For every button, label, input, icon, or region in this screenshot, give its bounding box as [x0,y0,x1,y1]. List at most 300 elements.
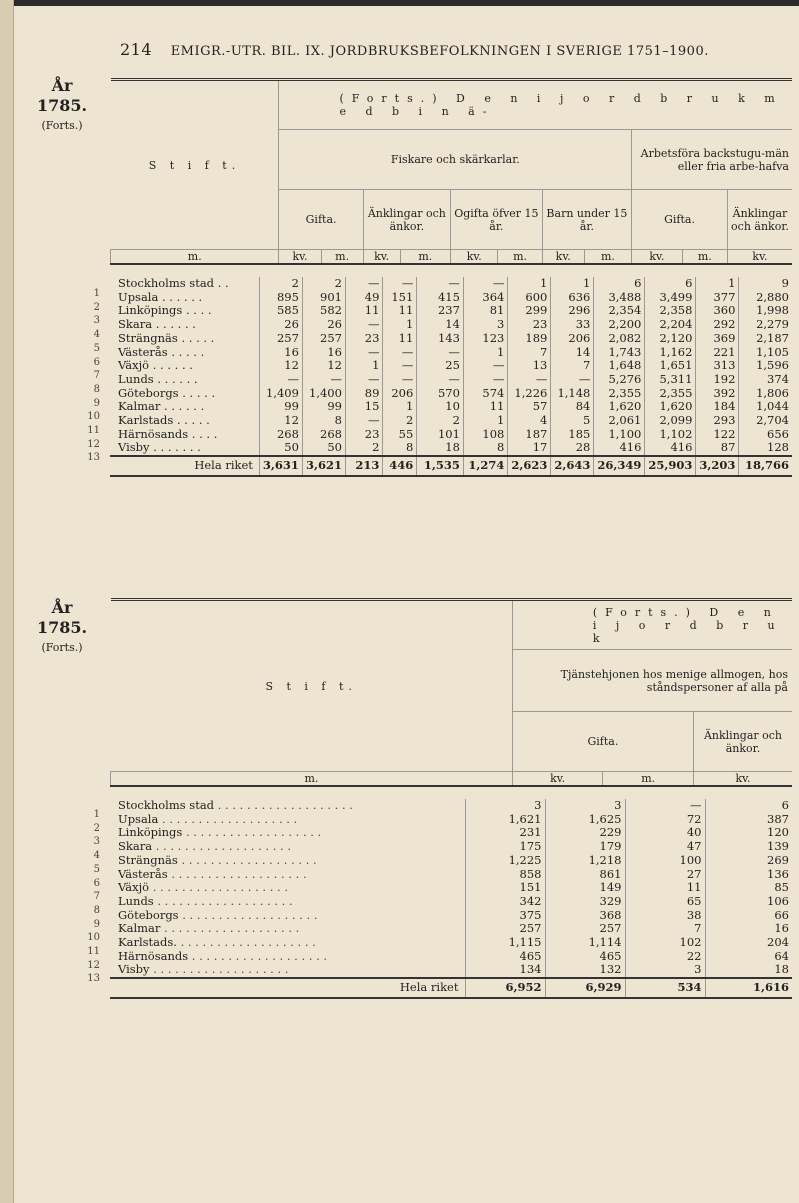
year-value: 1785. [36,618,88,637]
cell-value: 65 [625,895,705,909]
cell-value: 11 [625,881,705,895]
cell-value: 2 [417,414,464,428]
cell-value: 12 [259,414,302,428]
cell-value: 369 [696,332,739,346]
total-value: 213 [345,456,382,476]
cell-value: 40 [625,826,705,840]
table-row [110,277,792,291]
cell-value: — [463,359,507,373]
table-2-body [110,799,792,999]
cell-value: 139 [705,840,792,854]
page-top-edge [0,0,799,6]
cell-value: 2,204 [645,318,696,332]
dot-leader: . . . . . . . . . . . . . . . . . . . [167,867,307,881]
cell-value: 64 [705,950,792,964]
cell-value: 416 [645,441,696,456]
stift-label: Kalmar . . . . . . [118,399,205,414]
cell-value: — [345,346,382,360]
running-title: EMIGR.-UTR. BIL. IX. JORDBRUKSBEFOLKNINGEN I SVERIGE 1751–1900. [170,44,709,59]
row-number: 12 [87,959,100,971]
stift-name [110,936,465,950]
cell-value: 257 [302,332,345,346]
table-row [110,414,792,428]
row-number: 12 [87,438,100,450]
cell-value: 7 [625,922,705,936]
row-number: 9 [93,397,100,409]
cell-value: — [417,346,464,360]
stift-name [110,895,465,909]
dot-leader: . . . . . . . . . . . . . . . . . . . [182,826,322,840]
group-tjanstehjon: Tjänstehjonen hos menige allmogen, hos ståndspersoner af alla på [512,650,792,712]
cell-value: 6 [705,799,792,813]
subgroup-header: Änklingar och änkor. [694,712,793,772]
cell-value: 26 [259,318,302,332]
cell-value: 231 [465,826,545,840]
cell-value: 1 [551,277,594,291]
cell-value: 656 [739,428,792,442]
cell-value: 2 [259,277,302,291]
total-value: 3,631 [259,456,302,476]
stift-header-2: S t i f t. [265,679,357,693]
cell-value: 7 [551,359,594,373]
cell-value: — [417,373,464,387]
cell-value: — [259,373,302,387]
cell-value: 636 [551,291,594,305]
page-number: 214 [120,40,153,59]
cell-value: 66 [705,909,792,923]
stift-label: Strängnäs . . . . . [118,330,215,345]
row-number: 9 [93,918,100,930]
cell-value: 2 [383,414,417,428]
cell-value: — [345,373,382,387]
stift-label: Upsala . . . . . . [118,289,203,304]
total-row [110,456,792,476]
cell-value: 204 [705,936,792,950]
stift-label: Linköpings . . . . [118,303,212,318]
cell-value: 99 [302,400,345,414]
stift-label: Göteborgs . . . . . [118,385,216,400]
cell-value: 1,044 [739,400,792,414]
cell-value: 47 [625,840,705,854]
unit-header: kv. [279,250,321,265]
row-number: 4 [93,850,100,862]
cell-value: 2,880 [739,291,792,305]
cell-value: 11 [383,304,417,318]
subgroup-header: Barn under 15 år. [542,190,631,250]
table-row [110,428,792,442]
cell-value: 25 [417,359,464,373]
stift-name [110,387,259,401]
dot-leader: . . . . . . . . . . . . . . . . . . . [178,908,318,922]
cell-value: 296 [551,304,594,318]
cell-value: 3 [625,963,705,978]
table-row [110,373,792,387]
group-fiskare: Fiskare och skärkarlar. [279,130,632,190]
cell-value: 8 [383,441,417,456]
continued-note: (Forts.) [41,641,83,654]
cell-value: 1,102 [645,428,696,442]
cell-value: 175 [465,840,545,854]
table-row [110,359,792,373]
cell-value: 5,276 [594,373,645,387]
stift-label: Visby . . . . . . . [118,440,201,455]
table-row [110,441,792,456]
table-row [110,318,792,332]
cell-value: 27 [625,868,705,882]
cell-value: 57 [508,400,551,414]
row-number: 8 [93,383,100,395]
cell-value: 9 [739,277,792,291]
table-row [110,963,792,978]
cell-value: 1,621 [465,813,545,827]
cell-value: 387 [705,813,792,827]
stift-name [110,826,465,840]
cell-value: 2 [345,441,382,456]
cell-value: 14 [551,346,594,360]
row-number: 8 [93,904,100,916]
cell-value: 600 [508,291,551,305]
stift-name [110,881,465,895]
dot-leader: . . . . . . . . . . . . . . . . . . . [149,881,289,895]
table-row [110,868,792,882]
cell-value: 1 [463,414,507,428]
table-row [110,799,792,813]
cell-value: — [345,277,382,291]
cell-value: 6 [594,277,645,291]
cell-value: 1 [696,277,739,291]
cell-value: 268 [259,428,302,442]
cell-value: 33 [551,318,594,332]
dot-leader: . . . . . . . . . . . . . . . . . . . [188,949,328,963]
cell-value: 574 [463,387,507,401]
stift-name [110,854,465,868]
cell-value: 134 [465,963,545,978]
year-word: År [51,598,73,617]
row-number: 3 [93,836,100,848]
cell-value: 11 [383,332,417,346]
cell-value: 237 [417,304,464,318]
total-value: 1,535 [417,456,464,476]
unit-header: m. [682,250,727,265]
subgroup-header: Gifta. [279,190,363,250]
cell-value: 15 [345,400,382,414]
continued-note: (Forts.) [41,119,83,132]
row-number: 7 [93,370,100,382]
cell-value: 1,100 [594,428,645,442]
cell-value: 122 [696,428,739,442]
cell-value: 2,704 [739,414,792,428]
cell-value: 585 [259,304,302,318]
cell-value: 1,409 [259,387,302,401]
cell-value: 3 [463,318,507,332]
cell-value: — [463,277,507,291]
cell-value: 1 [345,359,382,373]
cell-value: 50 [302,441,345,456]
stift-label: Lunds . . . . . . [118,371,198,386]
cell-value: 18 [417,441,464,456]
stift-label: Lunds [118,894,154,908]
year-word: År [51,76,73,95]
cell-value: 2,354 [594,304,645,318]
cell-value: 1,148 [551,387,594,401]
cell-value: 1,620 [645,400,696,414]
table-row [110,826,792,840]
stift-label: Göteborgs [118,908,179,922]
cell-value: 861 [545,868,625,882]
total-value: 6,929 [545,978,625,998]
stift-label: Skara [118,840,153,854]
row-number: 11 [87,425,100,436]
cell-value: 374 [739,373,792,387]
cell-value: — [302,373,345,387]
cell-value: 570 [417,387,464,401]
cell-value: 257 [259,332,302,346]
cell-value: 28 [551,441,594,456]
table-row [110,922,792,936]
row-number: 5 [93,342,100,354]
cell-value: 901 [302,291,345,305]
table-2-caption: (Forts.) D e n i j o r d b r u k [512,600,792,650]
total-value: 25,903 [645,456,696,476]
cell-value: 72 [625,813,705,827]
cell-value: 84 [551,400,594,414]
table-row [110,950,792,964]
total-value: 6,952 [465,978,545,998]
unit-header: kv. [512,772,603,787]
dot-leader: . . . . . . . . . . . . . . . . . . . [152,840,291,854]
cell-value: 23 [345,428,382,442]
table-1-header [110,78,792,265]
table-row [110,895,792,909]
cell-value: 11 [345,304,382,318]
cell-value: 1,648 [594,359,645,373]
cell-value: — [383,346,417,360]
cell-value: 364 [463,291,507,305]
cell-value: 1,225 [465,854,545,868]
cell-value: 38 [625,909,705,923]
row-number: 2 [93,822,100,834]
total-value: 3,203 [696,456,739,476]
binding-margin [0,0,14,1203]
unit-header: m. [400,250,451,265]
total-value: 18,766 [739,456,792,476]
stift-label: Visby [118,963,150,977]
cell-value: 18 [705,963,792,978]
stift-label: Västerås [118,867,168,881]
cell-value: 1,596 [739,359,792,373]
cell-value: 151 [465,881,545,895]
cell-value: 2,061 [594,414,645,428]
row-number: 13 [87,973,100,985]
cell-value: 329 [545,895,625,909]
row-number: 6 [93,877,100,889]
cell-value: 415 [417,291,464,305]
stift-name [110,922,465,936]
cell-value: 123 [463,332,507,346]
stift-name [110,277,259,291]
table-1 [110,78,792,477]
cell-value: 5 [551,414,594,428]
row-number: 2 [93,301,100,313]
dot-leader: . . . . . . . . . . . . . . . . . . . [158,812,298,826]
cell-value: 85 [705,881,792,895]
total-value: 2,643 [551,456,594,476]
row-number: 7 [93,891,100,903]
cell-value: 2,187 [739,332,792,346]
subgroup-header: Ogifta öfver 15 år. [451,190,543,250]
cell-value: 1,806 [739,387,792,401]
cell-value: 4 [508,414,551,428]
unit-header: kv. [632,250,683,265]
cell-value: 99 [259,400,302,414]
table-row [110,909,792,923]
cell-value: 143 [417,332,464,346]
cell-value: 101 [417,428,464,442]
cell-value: — [383,277,417,291]
cell-value: 1,218 [545,854,625,868]
cell-value: 257 [465,922,545,936]
subgroup-header: Änklingar och änkor. [363,190,450,250]
cell-value: 3 [465,799,545,813]
cell-value: 269 [705,854,792,868]
cell-value: 1 [463,346,507,360]
cell-value: 360 [696,304,739,318]
cell-value: — [417,277,464,291]
cell-value: 268 [302,428,345,442]
stift-name [110,950,465,964]
cell-value: 179 [545,840,625,854]
unit-header: m. [111,772,513,787]
stift-name [110,428,259,442]
cell-value: 185 [551,428,594,442]
cell-value: 55 [383,428,417,442]
dot-leader: . . . . . . . . . . . . . . . . . . . [177,853,317,867]
row-number: 13 [87,452,100,464]
cell-value: 375 [465,909,545,923]
stift-name [110,400,259,414]
cell-value: 132 [545,963,625,978]
table-1-body [110,277,792,477]
cell-value: 257 [545,922,625,936]
cell-value: — [383,359,417,373]
cell-value: 2,082 [594,332,645,346]
stift-header: S t i f t. [148,158,241,172]
cell-value: 1 [508,277,551,291]
total-value: 1,274 [463,456,507,476]
cell-value: 1,226 [508,387,551,401]
cell-value: — [508,373,551,387]
stift-label: Stockholms stad [118,799,215,812]
cell-value: 189 [508,332,551,346]
cell-value: 858 [465,868,545,882]
row-number: 10 [87,411,100,423]
cell-value: 1,162 [645,346,696,360]
row-number: 6 [93,356,100,368]
dot-leader: . . . . . . . . . . . . . . . . . . . [149,963,289,977]
year-value: 1785. [36,96,88,115]
cell-value: 1,105 [739,346,792,360]
cell-value: — [625,799,705,813]
cell-value: 368 [545,909,625,923]
cell-value: 11 [463,400,507,414]
cell-value: 192 [696,373,739,387]
stift-name [110,840,465,854]
cell-value: 1,620 [594,400,645,414]
cell-value: 49 [345,291,382,305]
cell-value: 3 [545,799,625,813]
table-row [110,881,792,895]
stift-name [110,868,465,882]
cell-value: 89 [345,387,382,401]
subgroup-header: Gifta. [512,712,693,772]
cell-value: 23 [345,332,382,346]
stift-label: Linköpings [118,826,183,840]
total-value: 26,349 [594,456,645,476]
stift-name [110,332,259,346]
table-row [110,346,792,360]
row-number: 1 [93,288,100,299]
stift-name [110,441,259,456]
cell-value: 12 [259,359,302,373]
row-number: 5 [93,863,100,875]
cell-value: 128 [739,441,792,456]
cell-value: 1,998 [739,304,792,318]
row-number: 3 [93,315,100,327]
total-value: 534 [625,978,705,998]
dot-leader: . . . . . . . . . . . . . . . . . . . [176,936,316,950]
stift-name [110,414,259,428]
cell-value: 1,114 [545,936,625,950]
table-2 [110,598,792,999]
total-row [110,978,792,998]
page-header [120,40,709,59]
stift-label: Karlstads . . . . . [118,413,210,428]
cell-value: 6 [645,277,696,291]
table-row [110,332,792,346]
year-label-1 [36,76,88,136]
subgroup-header: Änklingar och änkor. [727,190,792,250]
cell-value: 187 [508,428,551,442]
unit-header: kv. [542,250,584,265]
cell-value: 1 [383,400,417,414]
cell-value: 7 [508,346,551,360]
stift-label: Upsala [118,812,159,826]
unit-header: m. [603,772,694,787]
total-value: 1,616 [705,978,792,998]
cell-value: 1,743 [594,346,645,360]
cell-value: 313 [696,359,739,373]
stift-label: Härnösands . . . . [118,426,218,441]
cell-value: 895 [259,291,302,305]
unit-header: m. [111,250,279,265]
cell-value: 1,651 [645,359,696,373]
table-row [110,840,792,854]
cell-value: 2,355 [645,387,696,401]
unit-header: kv. [363,250,400,265]
cell-value: 465 [465,950,545,964]
cell-value: 106 [705,895,792,909]
stift-label: Skara . . . . . . [118,317,196,332]
cell-value: 229 [545,826,625,840]
cell-value: 50 [259,441,302,456]
cell-value: 392 [696,387,739,401]
table-row [110,304,792,318]
cell-value: 14 [417,318,464,332]
cell-value: 81 [463,304,507,318]
cell-value: 2,279 [739,318,792,332]
dot-leader: . . . . . . . . . . . . . . . . . . . [153,894,293,908]
cell-value: 206 [551,332,594,346]
